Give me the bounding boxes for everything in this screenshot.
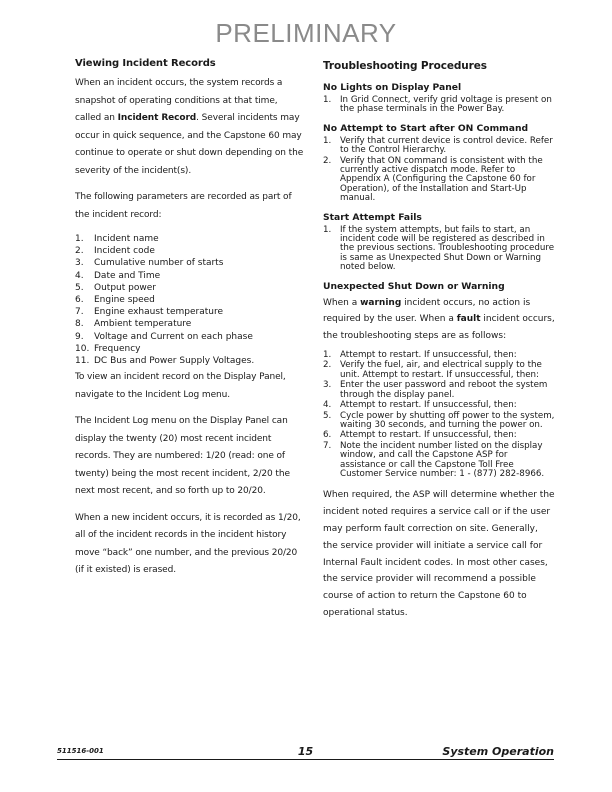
item-text: Verify the fuel, air, and electrical supply to the unit. Attempt to restart. If unsuccessful, then: — [340, 360, 542, 380]
list-item — [323, 226, 555, 273]
item-number: 1. — [323, 135, 332, 146]
subheading-unexpected-shutdown: Unexpected Shut Down or Warning — [323, 280, 505, 292]
section-title-troubleshooting: Troubleshooting Procedures — [323, 60, 487, 72]
item-text: Output power — [94, 282, 156, 293]
left-column — [75, 58, 305, 589]
no-lights-steps — [323, 96, 555, 115]
navigate-paragraph: To view an incident record on the Display Panel, navigate to the Incident Log menu. — [75, 372, 286, 400]
item-number: 1. — [323, 224, 332, 235]
item-text: Attempt to restart. If unsuccessful, then: — [340, 400, 517, 411]
parameters-intro-paragraph: The following parameters are recorded as part of the incident record: — [75, 192, 292, 220]
item-number: 9. — [75, 331, 84, 342]
item-number: 3. — [75, 258, 84, 269]
list-item — [75, 355, 305, 367]
start-fails-steps — [323, 226, 555, 273]
item-text: Engine exhaust temperature — [94, 307, 223, 318]
page-footer — [57, 745, 554, 759]
text-run: . Several incidents may occur in quick sequence, and the Capstone 60 may continue to operate or shut down depending on the severity of the incident(s). — [75, 113, 304, 176]
list-item — [75, 257, 305, 269]
item-number: 1. — [75, 234, 84, 244]
list-item — [75, 270, 305, 282]
item-text: In Grid Connect, verify grid voltage is present on the phase terminals in the Power Bay. — [340, 95, 552, 115]
asp-paragraph: When required, the ASP will determine whether the incident noted requires a service call or if the user may perform fault correction on site. Generally, the service provider will initiate a service call for Internal Fault incident codes. In most other cases, the service provider will recommend a possible course of action to return the Capstone 60 to operational status. — [323, 490, 555, 618]
item-text: Date and Time — [94, 270, 161, 281]
list-item — [323, 351, 555, 360]
parameters-list — [75, 233, 305, 367]
item-number: 1. — [323, 95, 332, 105]
item-text: Incident name — [94, 234, 159, 244]
item-text: Frequency — [94, 343, 141, 354]
subheading-start-attempt-fails: Start Attempt Fails — [323, 211, 422, 223]
list-item — [75, 294, 305, 306]
warning-term: warning — [360, 297, 402, 308]
list-item — [323, 431, 555, 440]
no-attempt-steps — [323, 137, 555, 204]
item-text: Verify that current device is control device. Refer to the Control Hierarchy. — [340, 135, 553, 156]
item-number: 5. — [75, 282, 84, 293]
list-item — [75, 343, 305, 355]
incident-record-term: Incident Record — [117, 113, 197, 123]
item-number: 8. — [75, 319, 84, 330]
subheading-no-attempt-to-start: No Attempt to Start after ON Command — [323, 122, 529, 134]
item-text: Enter the user password and reboot the system through the display panel. — [340, 380, 548, 400]
list-item — [75, 233, 305, 245]
list-item — [323, 442, 555, 480]
item-number: 2. — [323, 360, 332, 371]
item-number: 2. — [75, 246, 84, 257]
footer-rule — [57, 759, 554, 760]
item-text: Attempt to restart. If unsuccessful, then: — [340, 430, 517, 441]
text-run: When a — [323, 297, 361, 308]
list-item — [323, 361, 555, 380]
warning-fault-paragraph — [323, 295, 555, 345]
text-run: incident occurs, no action is required by the user. When a — [323, 297, 531, 325]
section-title-viewing-incident-records: Viewing Incident Records — [75, 58, 216, 69]
fault-steps — [323, 351, 555, 479]
item-text: DC Bus and Power Supply Voltages. — [94, 356, 255, 367]
item-text: If the system attempts, but fails to start, an incident code will be registered as described in the previous sections. Troubleshooting procedure is same as Unexpected Shut Down or Warning noted below. — [340, 224, 555, 273]
item-number: 6. — [323, 430, 332, 441]
incident-log-paragraph: The Incident Log menu on the Display Panel can display the twenty (20) most recent incident records. They are numbered: 1/20 (read: one of twenty) being the most recent incident, 2/20 the next most recent, and so forth up to 20/20. — [75, 416, 290, 497]
text-run: When an incident occurs, the system records a snapshot of operating conditions at that time, called an — [75, 78, 283, 123]
item-text: Attempt to restart. If unsuccessful, then: — [340, 350, 517, 361]
item-number: 3. — [323, 380, 332, 391]
list-item — [75, 245, 305, 257]
list-item — [323, 137, 555, 156]
new-incident-paragraph: When a new incident occurs, it is recorded as 1/20, all of the incident records in the incident history move “back” one number, and the previous 20/20 (if it existed) is erased. — [75, 512, 301, 576]
page-number: 15 — [297, 745, 314, 758]
list-item — [75, 282, 305, 294]
list-item — [323, 401, 555, 410]
list-item — [75, 306, 305, 318]
preliminary-watermark: PRELIMINARY — [215, 18, 397, 48]
list-item — [323, 381, 555, 400]
list-item — [75, 331, 305, 343]
item-number: 4. — [75, 270, 84, 281]
item-number: 1. — [323, 350, 332, 361]
incident-record-paragraph — [75, 75, 305, 180]
item-number: 6. — [75, 295, 84, 306]
list-item — [323, 96, 555, 115]
item-text: Voltage and Current on each phase — [94, 331, 253, 342]
item-text: Note the incident number listed on the display window, and call the Capstone ASP for assistance or call the Capstone Toll Free Customer Service number: 1 - (877) 282-8966. — [340, 440, 545, 479]
fault-term: fault — [456, 314, 481, 325]
list-item — [323, 412, 555, 431]
item-number: 11. — [75, 356, 90, 367]
item-text: Incident code — [94, 246, 155, 257]
item-number: 7. — [323, 440, 332, 451]
right-column — [323, 58, 555, 628]
item-text: Cycle power by shutting off power to the system, waiting 30 seconds, and turning the power on. — [340, 410, 555, 430]
document-number: 511516-001 — [57, 747, 104, 755]
item-text: Verify that ON command is consistent with the currently active dispatch mode. Refer to Appendix A (Configuring the Capstone 60 for Operation), of the Installation and Start-Up manual. — [340, 155, 543, 204]
item-number: 7. — [75, 307, 84, 318]
list-item — [323, 157, 555, 204]
list-item — [75, 318, 305, 330]
item-number: 4. — [323, 400, 332, 411]
subheading-no-lights: No Lights on Display Panel — [323, 82, 462, 93]
item-number: 2. — [323, 155, 332, 166]
text-run: incident occurs, the troubleshooting steps are as follows: — [323, 314, 555, 342]
item-text: Ambient temperature — [94, 319, 192, 330]
item-number: 5. — [323, 410, 332, 421]
item-text: Engine speed — [94, 295, 155, 306]
section-name: System Operation — [442, 745, 554, 758]
item-text: Cumulative number of starts — [94, 258, 224, 269]
item-number: 10. — [75, 343, 90, 354]
